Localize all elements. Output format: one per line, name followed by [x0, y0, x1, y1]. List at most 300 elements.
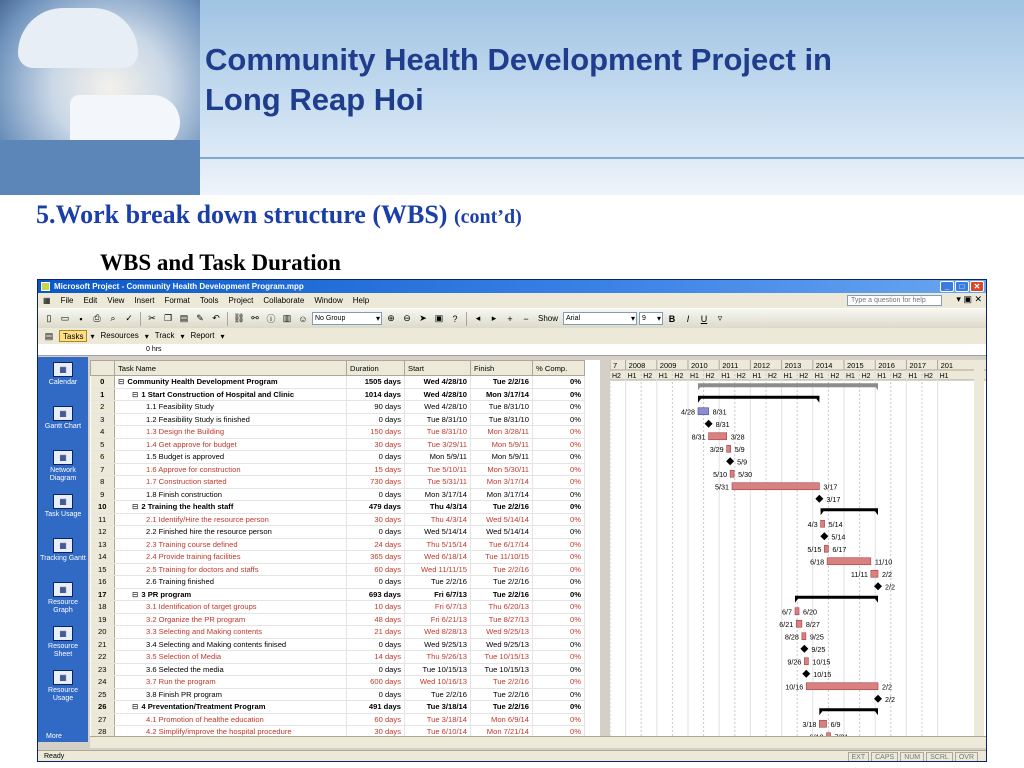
task-name-cell[interactable] [115, 676, 347, 689]
percent-complete-cell[interactable]: 0% [533, 501, 585, 514]
percent-complete-cell[interactable]: 0% [533, 426, 585, 439]
finish-cell[interactable]: Mon 7/21/14 [471, 726, 533, 739]
bar-date-label: 10/16 [785, 682, 804, 692]
help-search-input[interactable]: Type a question for help [847, 295, 942, 306]
start-cell[interactable]: Thu 5/15/14 [405, 538, 471, 551]
guide-icon[interactable]: ▤ [44, 330, 54, 341]
task-name-cell[interactable] [115, 526, 347, 539]
percent-complete-cell[interactable]: 0% [533, 576, 585, 589]
finish-cell[interactable]: Wed 5/14/14 [471, 513, 533, 526]
duration-cell[interactable]: 48 days [347, 613, 405, 626]
start-cell[interactable]: Thu 4/3/14 [405, 513, 471, 526]
bar-date-label: 4/28 [680, 407, 695, 417]
cut-icon[interactable]: ✂ [148, 313, 156, 323]
table-row[interactable] [91, 438, 585, 451]
row-id: 6 [91, 451, 115, 464]
task-name-cell[interactable] [115, 476, 347, 489]
duration-cell[interactable]: 1014 days [347, 388, 405, 401]
start-cell[interactable]: Wed 6/18/14 [405, 551, 471, 564]
task-name-cell[interactable] [115, 426, 347, 439]
underline-button[interactable]: U [700, 313, 708, 324]
percent-complete-cell[interactable]: 0% [533, 688, 585, 701]
summary-bar[interactable] [698, 396, 819, 399]
duration-cell[interactable]: 0 days [347, 488, 405, 501]
zoom-out-icon[interactable]: ⊖ [403, 313, 411, 323]
duration-cell[interactable]: 1505 days [347, 376, 405, 389]
start-cell[interactable]: Wed 8/28/13 [405, 626, 471, 639]
finish-cell[interactable]: Thu 6/20/13 [471, 601, 533, 614]
percent-complete-cell[interactable]: 0% [533, 451, 585, 464]
link-icon[interactable]: ⛓ [233, 313, 245, 323]
finish-cell[interactable]: Mon 3/28/11 [471, 426, 533, 439]
percent-complete-cell[interactable]: 0% [533, 526, 585, 539]
table-row[interactable] [91, 563, 585, 576]
zoom-in-icon[interactable]: ⊕ [387, 313, 395, 323]
maximize-icon[interactable]: □ [955, 281, 969, 292]
critical-task-bar[interactable] [802, 633, 806, 640]
start-cell[interactable]: Tue 10/15/13 [405, 663, 471, 676]
duration-cell[interactable]: 14 days [347, 651, 405, 664]
half-label: H1 [658, 373, 668, 380]
duration-cell[interactable]: 0 days [347, 638, 405, 651]
finish-cell[interactable]: Tue 10/15/13 [471, 651, 533, 664]
task-name-cell[interactable] [115, 601, 347, 614]
menu-bar [38, 293, 986, 308]
table-row[interactable] [91, 513, 585, 526]
font-size-select[interactable]: 9 ▾ [639, 312, 663, 325]
hide-subtasks-icon[interactable]: − [523, 313, 529, 324]
start-cell[interactable]: Wed 4/28/10 [405, 388, 471, 401]
start-cell[interactable]: Thu 9/26/13 [405, 651, 471, 664]
start-cell[interactable]: Fri 6/21/13 [405, 613, 471, 626]
doc-window-controls[interactable]: ▾ ▣ ✕ [956, 294, 982, 304]
menu-file[interactable]: File [60, 296, 74, 305]
task-name-cell[interactable] [115, 513, 347, 526]
network-icon: ▦ [53, 450, 73, 465]
finish-cell[interactable]: Tue 2/2/16 [471, 588, 533, 601]
duration-cell[interactable]: 60 days [347, 563, 405, 576]
table-row[interactable] [91, 576, 585, 589]
milestone-diamond[interactable] [815, 495, 823, 503]
percent-complete-cell[interactable]: 0% [533, 476, 585, 489]
table-row[interactable] [91, 388, 585, 401]
copy-picture-icon[interactable]: ▣ [434, 313, 444, 323]
critical-task-bar[interactable] [871, 570, 878, 577]
start-cell[interactable]: Tue 5/10/11 [405, 463, 471, 476]
collapse-icon[interactable]: ⊟ [132, 389, 139, 399]
duration-cell[interactable]: 0 days [347, 451, 405, 464]
table-row[interactable] [91, 588, 585, 601]
bold-button[interactable]: B [668, 313, 676, 324]
duration-cell[interactable]: 0 days [347, 688, 405, 701]
col-header-finish[interactable]: Finish [471, 361, 533, 376]
percent-complete-cell[interactable]: 0% [533, 401, 585, 414]
table-row[interactable] [91, 663, 585, 676]
percent-complete-cell[interactable]: 0% [533, 726, 585, 739]
percent-complete-cell[interactable]: 0% [533, 551, 585, 564]
view-bar-item[interactable] [38, 357, 88, 401]
resource-sheet-icon: ▦ [53, 626, 73, 641]
menu-doc-icon[interactable]: ▦ [43, 296, 51, 305]
start-cell[interactable]: Tue 2/2/16 [405, 688, 471, 701]
percent-complete-cell[interactable]: 0% [533, 388, 585, 401]
duration-cell[interactable]: 730 days [347, 476, 405, 489]
task-name-cell[interactable] [115, 463, 347, 476]
bar-date-label: 8/31 [691, 432, 706, 442]
start-cell[interactable]: Fri 6/7/13 [405, 601, 471, 614]
start-cell[interactable]: Tue 6/10/14 [405, 726, 471, 739]
percent-complete-cell[interactable]: 0% [533, 626, 585, 639]
percent-complete-cell[interactable]: 0% [533, 651, 585, 664]
start-cell[interactable]: Wed 10/16/13 [405, 676, 471, 689]
duration-cell[interactable]: 150 days [347, 426, 405, 439]
menu-help[interactable]: Help [352, 296, 370, 305]
table-row[interactable] [91, 601, 585, 614]
year-label: 2011 [722, 361, 739, 370]
duration-cell[interactable]: 30 days [347, 726, 405, 739]
assign-icon[interactable]: ☺ [298, 313, 308, 324]
half-label: H1 [846, 373, 855, 380]
percent-complete-cell[interactable]: 0% [533, 413, 585, 426]
summary-bar[interactable] [821, 508, 878, 511]
undo-icon[interactable]: ↶ [212, 313, 220, 323]
percent-complete-cell[interactable]: 0% [533, 638, 585, 651]
start-cell[interactable]: Tue 3/18/14 [405, 701, 471, 714]
start-cell[interactable]: Wed 5/14/14 [405, 526, 471, 539]
col-header-task-name[interactable]: Task Name [115, 361, 347, 376]
collapse-icon[interactable]: ⊟ [118, 377, 125, 387]
year-label: 2015 [847, 361, 864, 370]
bar-date-label: 4/3 [807, 519, 818, 529]
task-name: 3.6 Selected the media [146, 664, 224, 674]
finish-cell[interactable]: Wed 9/25/13 [471, 626, 533, 639]
critical-task-bar[interactable] [819, 720, 826, 727]
duration-cell[interactable]: 0 days [347, 413, 405, 426]
menu-collaborate[interactable]: Collaborate [263, 296, 305, 305]
duration-cell[interactable]: 30 days [347, 438, 405, 451]
notes-icon[interactable]: ▥ [282, 313, 292, 323]
table-row[interactable] [91, 413, 585, 426]
percent-complete-cell[interactable]: 0% [533, 613, 585, 626]
finish-cell[interactable]: Tue 10/15/13 [471, 663, 533, 676]
menu-insert[interactable]: Insert [134, 296, 155, 305]
finish-cell[interactable]: Mon 5/9/11 [471, 451, 533, 464]
finish-cell[interactable]: Tue 2/2/16 [471, 501, 533, 514]
col-header-start[interactable]: Start [405, 361, 471, 376]
finish-cell[interactable]: Tue 6/17/14 [471, 538, 533, 551]
task-name-cell[interactable] [115, 626, 347, 639]
table-row[interactable] [91, 426, 585, 439]
critical-task-bar[interactable] [795, 608, 799, 615]
duration-cell[interactable]: 693 days [347, 588, 405, 601]
finish-cell[interactable]: Tue 2/2/16 [471, 676, 533, 689]
app-icon [41, 282, 50, 291]
task-name-cell[interactable] [115, 501, 347, 514]
preview-icon[interactable]: ⌕ [110, 313, 116, 323]
gantt-icon: ▦ [53, 406, 73, 421]
finish-cell[interactable]: Tue 2/2/16 [471, 376, 533, 389]
duration-cell[interactable]: 0 days [347, 576, 405, 589]
finish-cell[interactable]: Tue 2/2/16 [471, 688, 533, 701]
critical-task-bar[interactable] [730, 470, 734, 477]
spelling-icon[interactable]: ✓ [125, 313, 133, 323]
slide-title [205, 40, 832, 120]
entry-bar-input[interactable]: 0 hrs [38, 344, 986, 356]
task-name-cell[interactable] [115, 538, 347, 551]
start-cell[interactable]: Wed 4/28/10 [405, 376, 471, 389]
duration-cell[interactable]: 15 days [347, 463, 405, 476]
start-cell[interactable]: Tue 8/31/10 [405, 413, 471, 426]
minimize-icon[interactable]: _ [940, 281, 954, 292]
duration-cell[interactable]: 10 days [347, 601, 405, 614]
duration-cell[interactable]: 90 days [347, 401, 405, 414]
percent-complete-cell[interactable]: 0% [533, 676, 585, 689]
new-icon[interactable]: ▯ [46, 313, 52, 323]
menu-format[interactable]: Format [164, 296, 190, 305]
task-name-cell[interactable] [115, 551, 347, 564]
finish-cell[interactable]: Mon 3/17/14 [471, 476, 533, 489]
duration-cell[interactable]: 24 days [347, 538, 405, 551]
percent-complete-cell[interactable]: 0% [533, 463, 585, 476]
start-cell[interactable]: Fri 6/7/13 [405, 588, 471, 601]
percent-complete-cell[interactable]: 0% [533, 438, 585, 451]
task-name-cell[interactable] [115, 651, 347, 664]
critical-task-bar[interactable] [824, 545, 828, 552]
task-name-cell[interactable] [115, 438, 347, 451]
critical-task-bar[interactable] [806, 683, 878, 690]
menu-project[interactable]: Project [228, 296, 254, 305]
task-name-cell[interactable] [115, 388, 347, 401]
col-header-duration[interactable]: Duration [347, 361, 405, 376]
task-name-cell[interactable] [115, 488, 347, 501]
table-row[interactable] [91, 501, 585, 514]
open-icon[interactable]: ▭ [60, 313, 70, 323]
start-cell[interactable]: Wed 4/28/10 [405, 401, 471, 414]
status-text: Ready [44, 753, 65, 760]
finish-cell[interactable]: Tue 8/27/13 [471, 613, 533, 626]
duration-cell[interactable]: 0 days [347, 526, 405, 539]
table-row[interactable] [91, 701, 585, 714]
finish-cell[interactable]: Tue 8/31/10 [471, 413, 533, 426]
milestone-diamond[interactable] [705, 420, 713, 428]
pane-splitter[interactable] [600, 360, 610, 741]
outdent-icon[interactable]: ◂ [475, 313, 481, 323]
close-icon[interactable]: ✕ [970, 281, 984, 292]
section-heading: WBS and Task Duration [100, 250, 341, 275]
menu-edit[interactable]: Edit [83, 296, 98, 305]
half-label: H2 [612, 373, 621, 380]
percent-complete-cell[interactable]: 0% [533, 538, 585, 551]
row-id: 3 [91, 413, 115, 426]
menu-window[interactable]: Window [314, 296, 343, 305]
percent-complete-cell[interactable]: 0% [533, 563, 585, 576]
critical-task-bar[interactable] [732, 483, 819, 490]
task-name-cell[interactable] [115, 613, 347, 626]
percent-complete-cell[interactable]: 0% [533, 601, 585, 614]
finish-cell[interactable]: Mon 3/17/14 [471, 488, 533, 501]
summary-bar[interactable] [795, 596, 878, 599]
critical-task-bar[interactable] [727, 445, 731, 452]
duration-cell[interactable]: 21 days [347, 626, 405, 639]
percent-complete-cell[interactable]: 0% [533, 588, 585, 601]
percent-complete-cell[interactable]: 0% [533, 488, 585, 501]
show-subtasks-icon[interactable]: + [507, 313, 513, 324]
vertical-scrollbar[interactable] [974, 360, 984, 741]
start-cell[interactable]: Mon 5/9/11 [405, 451, 471, 464]
duration-cell[interactable]: 479 days [347, 501, 405, 514]
finish-cell[interactable]: Tue 2/2/16 [471, 576, 533, 589]
tasks-button[interactable]: Tasks [59, 330, 87, 342]
duration-cell[interactable]: 30 days [347, 513, 405, 526]
goto-task-icon[interactable]: ➤ [419, 313, 427, 323]
percent-complete-cell[interactable]: 0% [533, 513, 585, 526]
start-cell[interactable]: Tue 2/2/16 [405, 576, 471, 589]
view-bar-item[interactable] [38, 445, 88, 489]
save-icon[interactable]: ▪ [79, 313, 83, 324]
finish-cell[interactable]: Tue 11/10/15 [471, 551, 533, 564]
finish-cell[interactable]: Mon 3/17/14 [471, 388, 533, 401]
duration-cell[interactable]: 600 days [347, 676, 405, 689]
finish-cell[interactable]: Mon 5/9/11 [471, 438, 533, 451]
project-summary-bar[interactable] [698, 383, 878, 387]
finish-cell[interactable]: Mon 6/9/14 [471, 713, 533, 726]
start-cell[interactable]: Wed 9/25/13 [405, 638, 471, 651]
percent-complete-cell[interactable]: 0% [533, 713, 585, 726]
milestone-diamond[interactable] [820, 532, 828, 540]
task-name-cell[interactable] [115, 663, 347, 676]
help-icon[interactable]: ? [452, 313, 458, 324]
finish-cell[interactable]: Wed 9/25/13 [471, 638, 533, 651]
resources-button[interactable]: Resources [100, 331, 139, 340]
table-row[interactable] [91, 688, 585, 701]
table-row[interactable] [91, 538, 585, 551]
table-row[interactable] [91, 451, 585, 464]
table-row[interactable] [91, 676, 585, 689]
col-header-percent-complete[interactable]: % Comp. [533, 361, 585, 376]
milestone-diamond[interactable] [802, 670, 810, 678]
table-row[interactable] [91, 463, 585, 476]
task-name-cell[interactable] [115, 401, 347, 414]
task-info-icon[interactable]: ⓘ [266, 314, 276, 324]
print-icon[interactable]: ⎙ [93, 313, 101, 323]
critical-task-bar[interactable] [796, 620, 802, 627]
critical-task-bar[interactable] [804, 658, 808, 665]
start-cell[interactable]: Tue 5/31/11 [405, 476, 471, 489]
table-row[interactable] [91, 651, 585, 664]
font-select[interactable]: Arial ▾ [563, 312, 637, 325]
task-name-cell[interactable] [115, 588, 347, 601]
table-row[interactable] [91, 376, 585, 389]
table-row[interactable] [91, 476, 585, 489]
duration-cell[interactable]: 365 days [347, 551, 405, 564]
view-bar-more[interactable]: More [46, 733, 62, 740]
table-row[interactable] [91, 613, 585, 626]
task-bar[interactable] [698, 408, 709, 415]
view-bar-item[interactable] [38, 489, 88, 533]
menu-view[interactable]: View [107, 296, 125, 305]
table-row[interactable] [91, 638, 585, 651]
task-name-cell[interactable] [115, 413, 347, 426]
duration-cell[interactable]: 0 days [347, 663, 405, 676]
view-bar-item[interactable] [38, 665, 88, 709]
indent-icon[interactable]: ▸ [491, 313, 497, 323]
duration-cell[interactable]: 60 days [347, 713, 405, 726]
critical-task-bar[interactable] [821, 520, 825, 527]
duration-cell[interactable]: 491 days [347, 701, 405, 714]
view-bar-item[interactable] [38, 577, 88, 621]
finish-cell[interactable]: Wed 5/14/14 [471, 526, 533, 539]
row-id: 1 [91, 388, 115, 401]
col-header-id[interactable] [91, 361, 115, 376]
percent-complete-cell[interactable]: 0% [533, 376, 585, 389]
finish-cell[interactable]: Tue 2/2/16 [471, 701, 533, 714]
table-row[interactable] [91, 626, 585, 639]
show-menu[interactable]: Show [538, 313, 559, 323]
copy-icon[interactable]: ❐ [163, 313, 173, 323]
menu-tools[interactable]: Tools [199, 296, 219, 305]
finish-cell[interactable]: Mon 5/30/11 [471, 463, 533, 476]
task-name-cell[interactable] [115, 713, 347, 726]
start-cell[interactable]: Tue 3/18/14 [405, 713, 471, 726]
track-button[interactable]: Track [154, 331, 175, 340]
unlink-icon[interactable]: ⚯ [251, 313, 259, 323]
view-bar-item[interactable] [38, 621, 88, 665]
critical-task-bar[interactable] [709, 433, 727, 440]
start-cell[interactable]: Mon 3/17/14 [405, 488, 471, 501]
start-cell[interactable]: Tue 3/29/11 [405, 438, 471, 451]
filter-icon[interactable]: ▿ [717, 313, 723, 323]
summary-bar[interactable] [819, 708, 878, 711]
collapse-icon[interactable]: ⊟ [132, 589, 139, 599]
table-row[interactable] [91, 526, 585, 539]
percent-complete-cell[interactable]: 0% [533, 663, 585, 676]
italic-button[interactable]: I [686, 313, 690, 324]
horizontal-scrollbar[interactable] [90, 736, 986, 748]
collapse-icon[interactable]: ⊟ [132, 502, 139, 512]
table-row[interactable] [91, 401, 585, 414]
task-name-cell[interactable] [115, 701, 347, 714]
table-row[interactable] [91, 488, 585, 501]
row-id: 18 [91, 601, 115, 614]
start-cell[interactable]: Wed 11/11/15 [405, 563, 471, 576]
finish-cell[interactable]: Tue 2/2/16 [471, 563, 533, 576]
view-bar-item[interactable] [38, 401, 88, 445]
task-name-cell[interactable] [115, 688, 347, 701]
table-row[interactable] [91, 551, 585, 564]
paste-icon[interactable]: ▤ [179, 313, 189, 323]
format-painter-icon[interactable]: ✎ [196, 313, 204, 323]
finish-cell[interactable]: Tue 8/31/10 [471, 401, 533, 414]
table-row[interactable] [91, 713, 585, 726]
task-name-cell[interactable] [115, 638, 347, 651]
critical-task-bar[interactable] [827, 558, 871, 565]
task-name-cell[interactable] [115, 563, 347, 576]
milestone-diamond[interactable] [726, 457, 734, 465]
task-name-cell[interactable] [115, 451, 347, 464]
collapse-icon[interactable]: ⊟ [132, 702, 139, 712]
start-cell[interactable]: Tue 8/31/10 [405, 426, 471, 439]
start-cell[interactable]: Thu 4/3/14 [405, 501, 471, 514]
row-id: 19 [91, 613, 115, 626]
view-bar-label: Task Usage [44, 511, 82, 518]
report-button[interactable]: Report [190, 331, 215, 340]
task-name-cell[interactable] [115, 576, 347, 589]
milestone-diamond[interactable] [800, 645, 808, 653]
percent-complete-cell[interactable]: 0% [533, 701, 585, 714]
group-select[interactable]: No Group ▾ [312, 312, 382, 325]
view-bar-item[interactable] [38, 533, 88, 577]
task-name-cell[interactable] [115, 376, 347, 389]
